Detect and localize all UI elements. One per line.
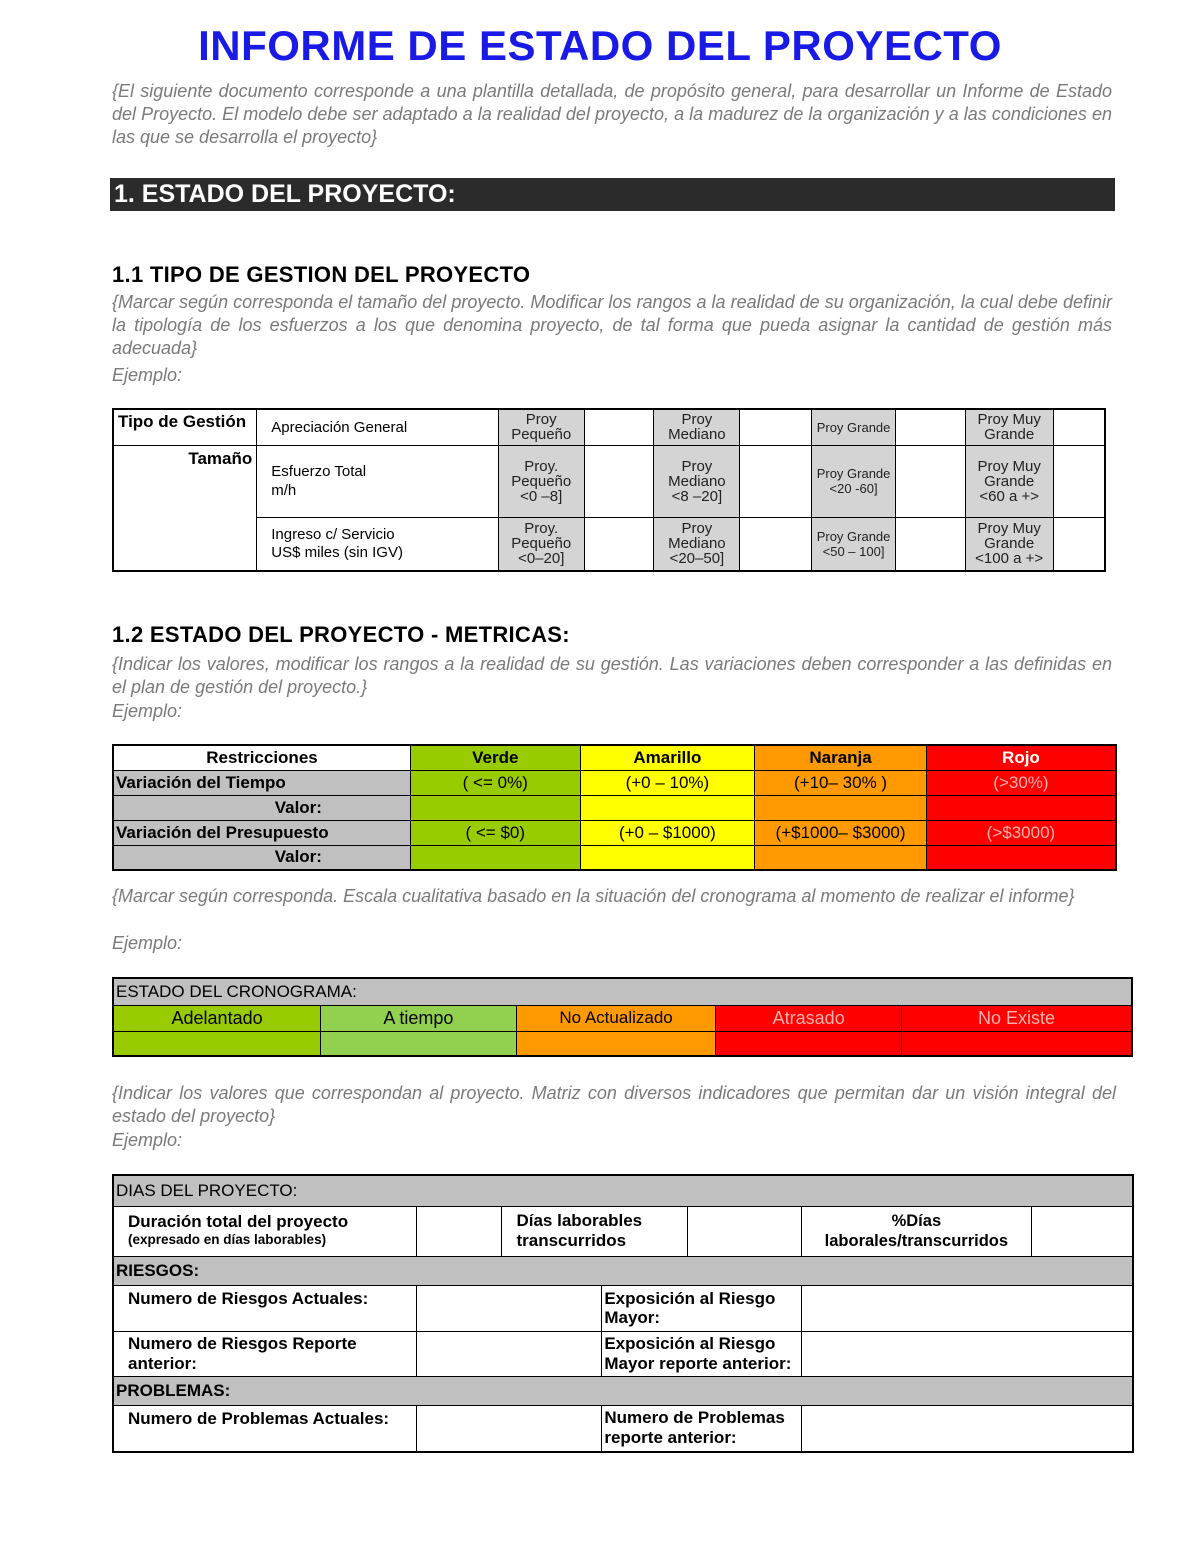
document-title: INFORME DE ESTADO DEL PROYECTO	[198, 22, 1002, 69]
dias-laborables-label: Días laborables transcurridos	[502, 1206, 688, 1256]
tiempo-verde: ( <= 0%)	[410, 770, 580, 795]
exposicion-anterior-label: Exposición al Riesgo Mayor reporte anterior:	[602, 1331, 802, 1376]
esfuerzo-mediano-mark[interactable]	[740, 445, 812, 517]
metricas-table	[112, 744, 1117, 871]
apreciacion-muy-grande-mark[interactable]	[1053, 409, 1105, 445]
a-tiempo-mark[interactable]	[321, 1031, 517, 1056]
esfuerzo-label: Esfuerzo Total m/h	[257, 445, 499, 517]
apreciacion-muy-grande: Proy Muy Grande	[965, 409, 1053, 445]
presupuesto-naranja: (+$1000– $3000)	[755, 820, 927, 845]
section-1-2-example: Ejemplo:	[112, 701, 183, 721]
apreciacion-mediano: Proy Mediano	[654, 409, 740, 445]
matriz-note: {Indicar los valores que correspondan al proyecto. Matriz con diversos indicadores que permitan dar un visión integral del estado del proyecto}	[112, 1083, 1116, 1126]
rojo-header: Rojo	[926, 745, 1116, 770]
adelantado-mark[interactable]	[113, 1031, 321, 1056]
cronograma-header: ESTADO DEL CRONOGRAMA:	[113, 978, 1132, 1005]
intro-note: {El siguiente documento corresponde a una plantilla detallada, de propósito general, para desarrollar un Informe de Estado del Proyecto. El modelo debe ser adaptado a la realidad del proyecto, a la madurez de la organización y a las condiciones en las que se desarrolla el proyecto}	[112, 81, 1112, 147]
ingreso-pequeno-mark[interactable]	[584, 517, 654, 571]
cronograma-table	[112, 977, 1133, 1057]
valor-tiempo-rojo[interactable]	[926, 795, 1116, 820]
problemas-actuales-label: Numero de Problemas Actuales:	[113, 1405, 416, 1452]
tamano-label: Tamaño	[113, 445, 257, 571]
variacion-tiempo-label: Variación del Tiempo	[113, 770, 410, 795]
adelantado-label: Adelantado	[113, 1005, 321, 1031]
section-1-1-note: {Marcar según corresponda el tamaño del proyecto. Modificar los rangos a la realidad de su organización, la cual debe definir la tipología de los esfuerzos a los que denomina proyecto, de tal forma que pueda asignar la cantidad de gestión más adecuada}	[112, 292, 1112, 358]
apreciacion-grande-mark[interactable]	[895, 409, 965, 445]
amarillo-header: Amarillo	[580, 745, 755, 770]
valor-tiempo-verde[interactable]	[410, 795, 580, 820]
atrasado-mark[interactable]	[716, 1031, 902, 1056]
riesgos-anterior-label: Numero de Riesgos Reporte anterior:	[113, 1331, 416, 1376]
valor-presupuesto-amarillo[interactable]	[580, 845, 755, 870]
naranja-header: Naranja	[755, 745, 927, 770]
dias-laborables-value[interactable]	[688, 1206, 802, 1256]
ingreso-mediano: Proy Mediano <20–50]	[654, 517, 740, 571]
section-1-1-heading: 1.1 TIPO DE GESTION DEL PROYECTO	[112, 262, 531, 287]
riesgos-header: RIESGOS:	[113, 1256, 1133, 1285]
problemas-anterior-label: Numero de Problemas reporte anterior:	[602, 1405, 802, 1452]
cronograma-note: {Marcar según corresponda. Escala cualitativa basado en la situación del cronograma al momento de realizar el informe}	[112, 886, 1075, 906]
problemas-actuales-value[interactable]	[416, 1405, 602, 1452]
esfuerzo-pequeno-mark[interactable]	[584, 445, 654, 517]
esfuerzo-muy-grande-mark[interactable]	[1053, 445, 1105, 517]
apreciacion-grande: Proy Grande	[812, 409, 896, 445]
valor-tiempo-amarillo[interactable]	[580, 795, 755, 820]
valor-presupuesto-label: Valor:	[113, 845, 410, 870]
ingreso-muy-grande: Proy Muy Grande <100 a +>	[965, 517, 1053, 571]
presupuesto-amarillo: (+0 – $1000)	[580, 820, 755, 845]
pct-dias-label: %Días laborales/transcurridos	[801, 1206, 1031, 1256]
tiempo-rojo: (>30%)	[926, 770, 1116, 795]
riesgos-anterior-value[interactable]	[416, 1331, 602, 1376]
ingreso-muy-grande-mark[interactable]	[1053, 517, 1105, 571]
tipo-gestion-table	[112, 408, 1106, 572]
problemas-header: PROBLEMAS:	[113, 1376, 1133, 1405]
valor-presupuesto-rojo[interactable]	[926, 845, 1116, 870]
valor-tiempo-naranja[interactable]	[755, 795, 927, 820]
a-tiempo-label: A tiempo	[321, 1005, 517, 1031]
tiempo-naranja: (+10– 30% )	[755, 770, 927, 795]
tipo-gestion-label: Tipo de Gestión	[113, 409, 257, 445]
duracion-cell	[113, 1206, 416, 1256]
esfuerzo-mediano: Proy Mediano <8 –20]	[654, 445, 740, 517]
section-1-2-heading: 1.2 ESTADO DEL PROYECTO - METRICAS:	[112, 622, 570, 647]
problemas-anterior-value[interactable]	[801, 1405, 1133, 1452]
valor-presupuesto-verde[interactable]	[410, 845, 580, 870]
variacion-presupuesto-label: Variación del Presupuesto	[113, 820, 410, 845]
no-actualizado-mark[interactable]	[516, 1031, 716, 1056]
cronograma-example: Ejemplo:	[112, 933, 183, 953]
duracion-value[interactable]	[416, 1206, 502, 1256]
valor-tiempo-label: Valor:	[113, 795, 410, 820]
esfuerzo-muy-grande: Proy Muy Grande <60 a +>	[965, 445, 1053, 517]
section-1-2-note: {Indicar los valores, modificar los rangos a la realidad de su gestión. Las variaciones deben corresponder a las definidas en el plan de gestión del proyecto.}	[112, 654, 1112, 697]
duracion-label: Duración total del proyecto	[128, 1212, 349, 1231]
no-actualizado-label: No Actualizado	[516, 1005, 716, 1031]
section-1-heading: 1. ESTADO DEL PROYECTO:	[110, 178, 1115, 211]
exposicion-anterior-value[interactable]	[801, 1331, 1133, 1376]
apreciacion-pequeno: Proy Pequeño	[498, 409, 584, 445]
apreciacion-pequeno-mark[interactable]	[584, 409, 654, 445]
pct-dias-value[interactable]	[1031, 1206, 1133, 1256]
ingreso-grande-mark[interactable]	[895, 517, 965, 571]
esfuerzo-grande-mark[interactable]	[895, 445, 965, 517]
verde-header: Verde	[410, 745, 580, 770]
matriz-example: Ejemplo:	[112, 1130, 183, 1150]
apreciacion-mediano-mark[interactable]	[740, 409, 812, 445]
indicadores-table	[112, 1174, 1134, 1453]
presupuesto-rojo: (>$3000)	[926, 820, 1116, 845]
apreciacion-label: Apreciación General	[257, 409, 499, 445]
no-existe-mark[interactable]	[902, 1031, 1132, 1056]
esfuerzo-pequeno: Proy. Pequeño <0 –8]	[498, 445, 584, 517]
presupuesto-verde: ( <= $0)	[410, 820, 580, 845]
riesgos-actuales-value[interactable]	[416, 1285, 602, 1331]
dias-header: DIAS DEL PROYECTO:	[113, 1175, 1133, 1206]
atrasado-label: Atrasado	[716, 1005, 902, 1031]
ingreso-pequeno: Proy. Pequeño <0–20]	[498, 517, 584, 571]
ingreso-grande: Proy Grande <50 – 100]	[812, 517, 896, 571]
esfuerzo-grande: Proy Grande <20 -60]	[812, 445, 896, 517]
restricciones-header: Restricciones	[113, 745, 410, 770]
valor-presupuesto-naranja[interactable]	[755, 845, 927, 870]
exposicion-mayor-value[interactable]	[801, 1285, 1133, 1331]
ingreso-label: Ingreso c/ Servicio US$ miles (sin IGV)	[257, 517, 499, 571]
section-1-1-example: Ejemplo:	[112, 365, 183, 385]
ingreso-mediano-mark[interactable]	[740, 517, 812, 571]
duracion-sublabel: (expresado en días laborables)	[128, 1232, 327, 1247]
riesgos-actuales-label: Numero de Riesgos Actuales:	[113, 1285, 416, 1331]
exposicion-mayor-label: Exposición al Riesgo Mayor:	[602, 1285, 802, 1331]
no-existe-label: No Existe	[902, 1005, 1132, 1031]
tiempo-amarillo: (+0 – 10%)	[580, 770, 755, 795]
